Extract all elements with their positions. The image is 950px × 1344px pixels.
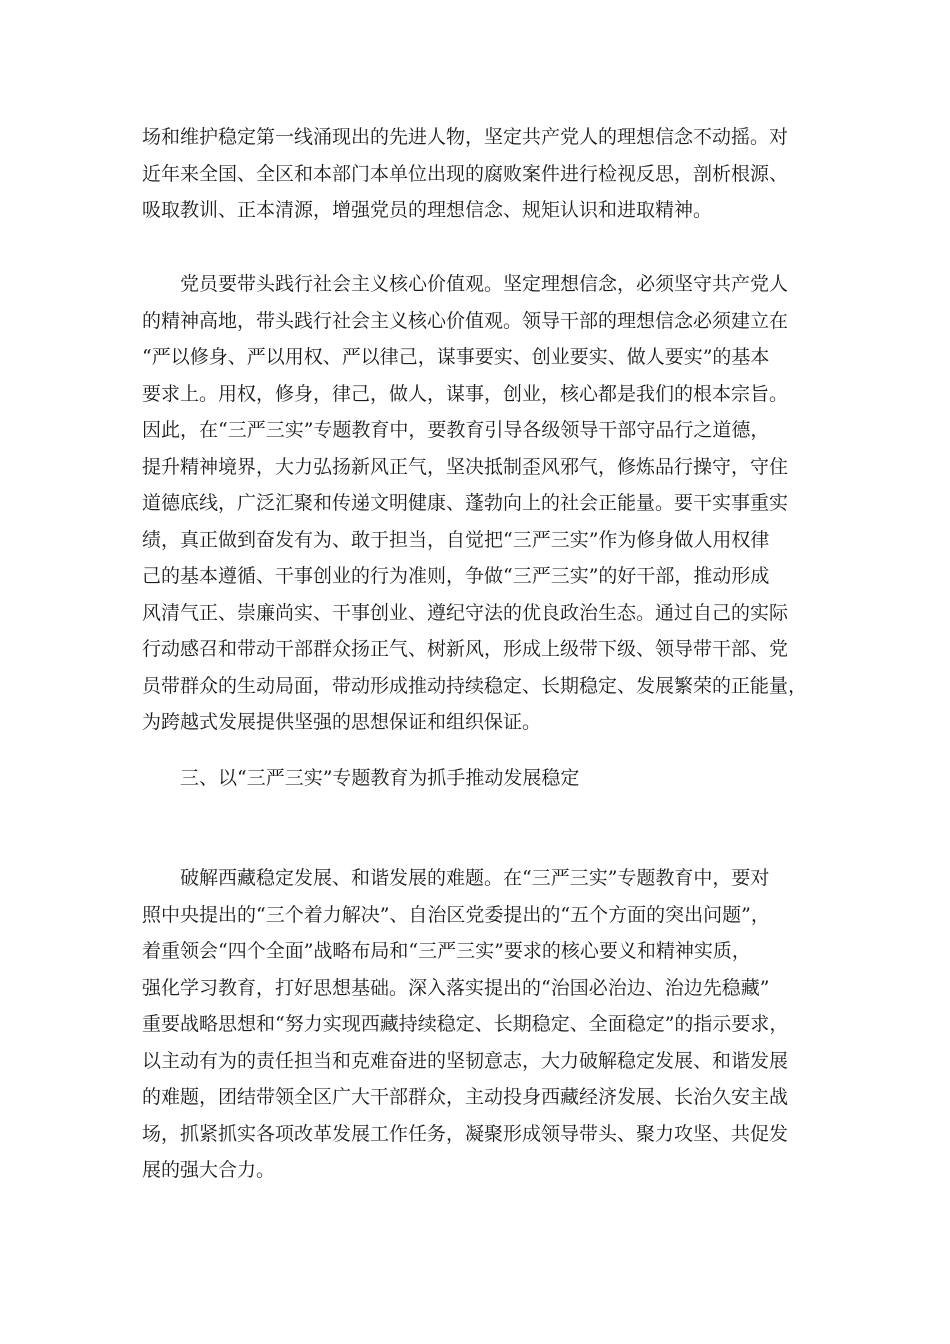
text-line: 道德底线，广泛汇聚和传递文明健康、蓬勃向上的社会正能量。要干实事重实 bbox=[142, 492, 789, 514]
text-line: “严以修身、严以用权、严以律己，谋事要实、创业要实、做人要实”的基本 bbox=[142, 346, 770, 368]
text-line: 照中央提出的“三个着力解决”、自治区党委提出的“五个方面的突出问题”， bbox=[142, 903, 770, 926]
text-line: 员带群众的生动局面，带动形成推动持续稳定、长期稳定、发展繁荣的正能量， bbox=[142, 674, 808, 697]
paragraph-core-values bbox=[142, 266, 807, 741]
text-line: 的精神高地，带头践行社会主义核心价值观。领导干部的理想信念必须建立在 bbox=[142, 309, 789, 332]
section-heading bbox=[142, 760, 579, 797]
paragraph-continuation bbox=[142, 119, 788, 229]
text-line: 要求上。用权，修身，律己，做人，谋事，创业，核心都是我们的根本宗旨。 bbox=[142, 382, 789, 405]
text-line: 近年来全国、全区和本部门本单位出现的腐败案件进行检视反思，剖析根源、 bbox=[142, 162, 789, 185]
text-line: 提升精神境界，大力弘扬新风正气，坚决抵制歪风邪气，修炼品行操守，守住 bbox=[142, 455, 789, 478]
text-line: 着重领会“四个全面”战略布局和“三严三实”要求的核心要义和精神实质， bbox=[142, 940, 751, 962]
text-line: 因此，在“三严三实”专题教育中，要教育引导各级领导干部守品行之道德， bbox=[142, 419, 770, 441]
text-line: 吸取教训、正本清源，增强党员的理想信念、规矩认识和进取精神。 bbox=[142, 199, 713, 221]
text-line: 风清气正、崇廉尚实、干事创业、遵纪守法的优良政治生态。通过自己的实际 bbox=[142, 601, 789, 624]
paragraph-tibet-stability bbox=[142, 860, 788, 1189]
text-line: 以主动有为的责任担当和克难奋进的坚韧意志，大力破解稳定发展、和谐发展 bbox=[142, 1049, 789, 1072]
text-line: 的难题，团结带领全区广大干部群众，主动投身西藏经济发展、长治久安主战 bbox=[142, 1086, 789, 1108]
text-line: 为跨越式发展提供坚强的思想保证和组织保证。 bbox=[142, 711, 542, 733]
text-line: 己的基本遵循、干事创业的行为准则，争做“三严三实”的好干部，推动形成 bbox=[142, 565, 770, 587]
text-line: 场和维护稳定第一线涌现出的先进人物，坚定共产党人的理想信念不动摇。对 bbox=[142, 126, 789, 148]
text-line: 场，抓紧抓实各项改革发展工作任务，凝聚形成领导带头、聚力攻坚、共促发 bbox=[142, 1122, 789, 1145]
text-line: 强化学习教育，打好思想基础。深入落实提出的“治国必治边、治边先稳藏” bbox=[142, 976, 770, 999]
text-line: 重要战略思想和“努力实现西藏持续稳定、长期稳定、全面稳定”的指示要求， bbox=[142, 1013, 789, 1035]
text-line: 展的强大合力。 bbox=[142, 1159, 276, 1181]
text-line: 党员要带头践行社会主义核心价值观。坚定理想信念，必须坚守共产党人 bbox=[180, 273, 789, 295]
text-line: 破解西藏稳定发展、和谐发展的难题。在“三严三实”专题教育中，要对 bbox=[180, 867, 770, 889]
heading-line: 三、以“三严三实”专题教育为抓手推动发展稳定 bbox=[180, 767, 580, 789]
text-line: 绩，真正做到奋发有为、敢于担当，自觉把“三严三实”作为修身做人用权律 bbox=[142, 528, 770, 551]
text-line: 行动感召和带动干部群众扬正气、树新风，形成上级带下级、领导带干部、党 bbox=[142, 638, 789, 660]
